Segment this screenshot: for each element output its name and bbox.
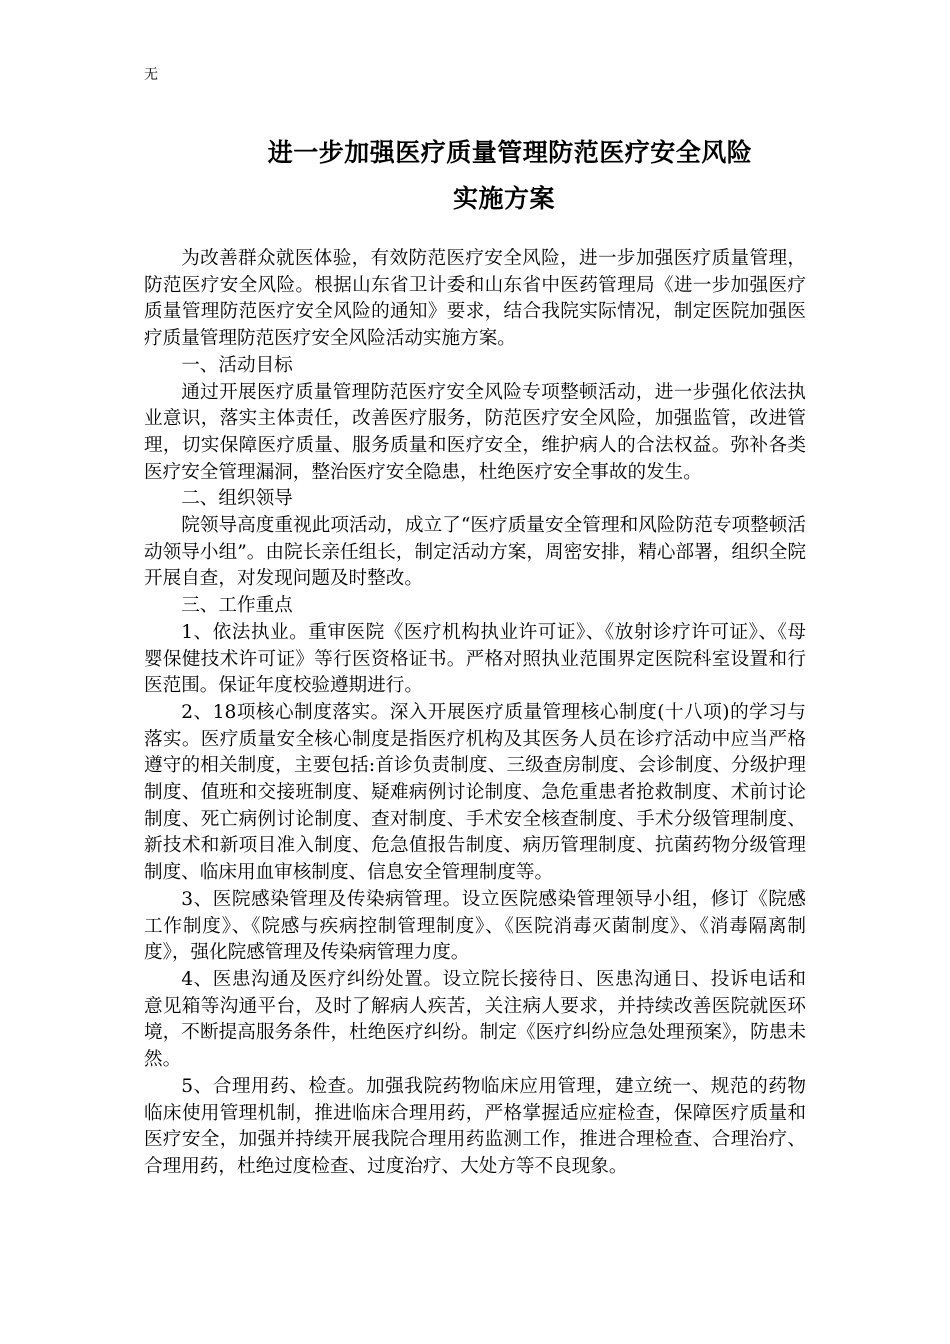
header-mark: 无 — [144, 67, 158, 83]
document-title-line-1: 进一步加强医疗质量管理防范医疗安全风险 — [267, 138, 753, 167]
section-heading-goals: 一、活动目标 — [181, 354, 293, 376]
focus-item-4: 4、医患沟通及医疗纠纷处置。设立院长接待日、医患沟通日、投诉电话和意见箱等沟通平台，及时了解病人疾苦，关注病人要求，并持续改善医院就医环境，不断提高服务条件，杜绝医疗纠纷。制定《医疗纠纷应急处理预案》，防患未然。 — [144, 968, 806, 1071]
document-body — [144, 246, 806, 1181]
document-title-line-2: 实施方案 — [452, 184, 555, 213]
intro-paragraph: 为改善群众就医体验，有效防范医疗安全风险，进一步加强医疗质量管理，防范医疗安全风险。根据山东省卫计委和山东省中医药管理局《进一步加强医疗质量管理防范医疗安全风险的通知》要求，结合我院实际情况，制定医院加强医疗质量管理防范医疗安全风险活动实施方案。 — [144, 248, 806, 350]
leadership-paragraph: 院领导高度重视此项活动，成立了“医疗质量安全管理和风险防范专项整顿活动领导小组”。由院长亲任组长，制定活动方案，周密安排，精心部署，组织全院开展自查，对发现问题及时整改。 — [144, 515, 806, 590]
section-heading-leadership: 二、组织领导 — [181, 488, 293, 510]
section-heading-focus: 三、工作重点 — [181, 595, 293, 617]
focus-item-2: 2、18项核心制度落实。深入开展医疗质量管理核心制度(十八项)的学习与落实。医疗质量安全核心制度是指医疗机构及其医务人员在诊疗活动中应当严格遵守的相关制度，主要包括:首诊负责制度、三级查房制度、会诊制度、分级护理制度、值班和交接班制度、疑难病例讨论制度、急危重患者抢救制度、术前讨论制度、死亡病例讨论制度、查对制度、手术安全核查制度、手术分级管理制度、新技术和新项目准入制度、危急值报告制度、病历管理制度、抗菌药物分级管理制度、临床用血审核制度、信息安全管理制度等。 — [144, 701, 806, 884]
focus-item-5: 5、合理用药、检查。加强我院药物临床应用管理，建立统一、规范的药物临床使用管理机制，推进临床合理用药，严格掌握适应症检查，保障医疗质量和医疗安全，加强并持续开展我院合理用药监测工作，推进合理检查、合理治疗、合理用药，杜绝过度检查、过度治疗、大处方等不良现象。 — [144, 1075, 806, 1177]
focus-item-1: 1、依法执业。重审医院《医疗机构执业许可证》、《放射诊疗许可证》、《母婴保健技术许可证》等行医资格证书。严格对照执业范围界定医院科室设置和行医范围。保证年度校验遵期进行。 — [144, 621, 806, 697]
focus-item-3: 3、医院感染管理及传染病管理。设立医院感染管理领导小组，修订《院感工作制度》、《院感与疾病控制管理制度》、《医院消毒灭菌制度》、《消毒隔离制度》，强化院感管理及传染病管理力度。 — [144, 888, 806, 964]
goals-paragraph: 通过开展医疗质量管理防范医疗安全风险专项整顿活动，进一步强化依法执业意识，落实主体责任，改善医疗服务，防范医疗安全风险，加强监管，改进管理，切实保障医疗质量、服务质量和医疗安全，维护病人的合法权益。弥补各类医疗安全管理漏洞，整治医疗安全隐患，杜绝医疗安全事故的发生。 — [144, 381, 806, 483]
